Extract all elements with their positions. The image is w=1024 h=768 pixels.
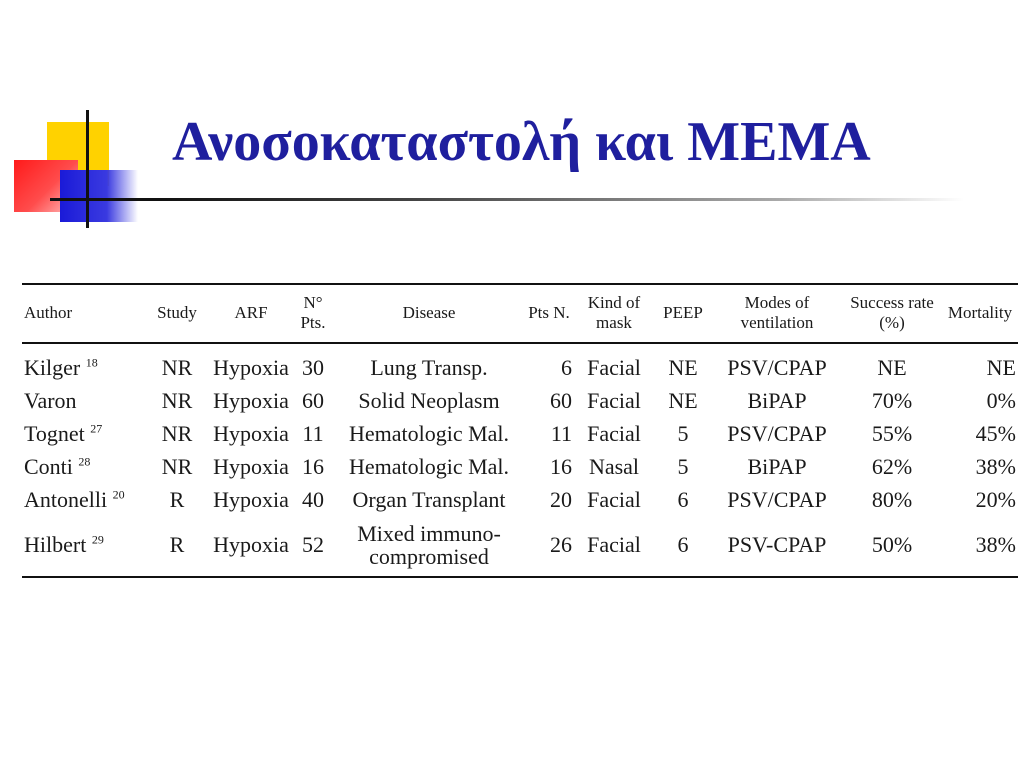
cell-study: NR <box>161 421 193 447</box>
cell-mask: Facial <box>587 421 641 447</box>
cell-pts-n: 20 <box>550 487 572 513</box>
cell-study: NR <box>161 454 193 480</box>
cell-disease: Lung Transp. <box>370 355 488 381</box>
header-success-rate: Success rate (%) <box>850 293 934 332</box>
cell-pts-n: 6 <box>561 355 572 381</box>
cell-mortality: NE <box>986 355 1016 381</box>
cell-mask: Nasal <box>588 454 640 480</box>
study-table-container <box>22 283 1018 578</box>
header-pts-n: Pts N. <box>528 302 570 322</box>
cell-peep: 6 <box>677 532 689 558</box>
cell-arf: Hypoxia <box>213 487 289 513</box>
author-name: Antonelli <box>24 487 108 513</box>
cell-n-pts: 40 <box>302 487 324 513</box>
cell-disease: Organ Transplant <box>352 487 506 513</box>
study-table <box>22 283 1018 578</box>
cell-arf: Hypoxia <box>213 454 289 480</box>
cell-peep: 5 <box>677 421 689 447</box>
header-kind-of-mask: Kind of mask <box>587 293 641 332</box>
cell-peep: 5 <box>677 454 689 480</box>
cell-modes: PSV-CPAP <box>727 532 827 558</box>
cell-disease: Hematologic Mal. <box>348 454 510 480</box>
cell-study: R <box>169 487 185 513</box>
cell-success-rate: NE <box>877 355 907 381</box>
header-author: Author <box>24 302 73 322</box>
author-name: Tognet <box>24 421 85 447</box>
table-header-row <box>22 284 1018 343</box>
table-row <box>22 384 1018 417</box>
cell-success-rate: 70% <box>871 388 913 414</box>
cell-author <box>22 417 144 450</box>
cell-mortality: 38% <box>975 532 1016 558</box>
cell-peep: NE <box>668 355 698 381</box>
cell-modes: PSV/CPAP <box>727 355 827 381</box>
cell-mortality: 38% <box>975 454 1016 480</box>
table-row <box>22 483 1018 516</box>
cell-mortality: 0% <box>986 388 1016 414</box>
cell-mask: Facial <box>587 388 641 414</box>
author-name: Kilger <box>24 355 81 381</box>
cell-study: R <box>169 532 185 558</box>
cell-author <box>22 384 144 417</box>
author-name: Conti <box>24 454 73 480</box>
header-disease: Disease <box>402 302 456 322</box>
cell-mask: Facial <box>587 355 641 381</box>
cell-author <box>22 517 144 577</box>
cell-pts-n: 16 <box>550 454 572 480</box>
cell-mask: Facial <box>587 532 641 558</box>
cell-arf: Hypoxia <box>213 532 289 558</box>
cell-n-pts: 52 <box>302 532 324 558</box>
author-name: Hilbert <box>24 532 87 558</box>
cell-modes: PSV/CPAP <box>727 487 827 513</box>
table-row <box>22 417 1018 450</box>
cell-author <box>22 483 144 516</box>
cell-peep: 6 <box>677 487 689 513</box>
cell-mortality: 45% <box>975 421 1016 447</box>
author-name: Varon <box>24 388 77 414</box>
reference-number: 28 <box>78 455 91 470</box>
cell-modes: PSV/CPAP <box>727 421 827 447</box>
cell-pts-n: 11 <box>550 421 572 447</box>
cell-arf: Hypoxia <box>213 388 289 414</box>
header-peep: PEEP <box>663 302 703 322</box>
cell-success-rate: 55% <box>871 421 913 447</box>
cell-arf: Hypoxia <box>213 421 289 447</box>
title-underline-rule <box>50 198 964 201</box>
reference-number: 18 <box>85 355 98 370</box>
cell-disease: Mixed immuno-compromised <box>357 520 501 569</box>
cell-disease: Solid Neoplasm <box>358 388 500 414</box>
cell-modes: BiPAP <box>747 388 807 414</box>
slide-title: Ανοσοκαταστολή και ΜΕΜΑ <box>172 111 871 173</box>
cell-n-pts: 60 <box>302 388 324 414</box>
table-row <box>22 343 1018 384</box>
table-row <box>22 450 1018 483</box>
cell-author <box>22 450 144 483</box>
cell-modes: BiPAP <box>747 454 807 480</box>
cell-success-rate: 62% <box>871 454 913 480</box>
header-arf: ARF <box>234 302 268 322</box>
header-study: Study <box>157 302 197 322</box>
cell-n-pts: 30 <box>302 355 324 381</box>
header-n-pts: N° Pts. <box>300 293 326 332</box>
cell-n-pts: 16 <box>302 454 324 480</box>
cell-mask: Facial <box>587 487 641 513</box>
reference-number: 29 <box>91 532 104 547</box>
cell-study: NR <box>161 388 193 414</box>
cell-pts-n: 26 <box>550 532 572 558</box>
cell-n-pts: 11 <box>302 421 324 447</box>
slide-logo-decoration <box>0 0 150 240</box>
cell-success-rate: 80% <box>871 487 913 513</box>
cell-peep: NE <box>668 388 698 414</box>
cell-disease: Hematologic Mal. <box>348 421 510 447</box>
cell-success-rate: 50% <box>871 532 913 558</box>
header-modes: Modes of ventilation <box>740 293 814 332</box>
table-row <box>22 517 1018 577</box>
cell-study: NR <box>161 355 193 381</box>
header-mortality: Mortality <box>947 302 1013 322</box>
cell-pts-n: 60 <box>550 388 572 414</box>
cell-author <box>22 343 144 384</box>
cell-mortality: 20% <box>975 487 1016 513</box>
vertical-rule <box>86 110 89 228</box>
blue-square-shape <box>60 170 138 222</box>
reference-number: 20 <box>112 488 125 503</box>
reference-number: 27 <box>90 421 103 436</box>
cell-arf: Hypoxia <box>213 355 289 381</box>
